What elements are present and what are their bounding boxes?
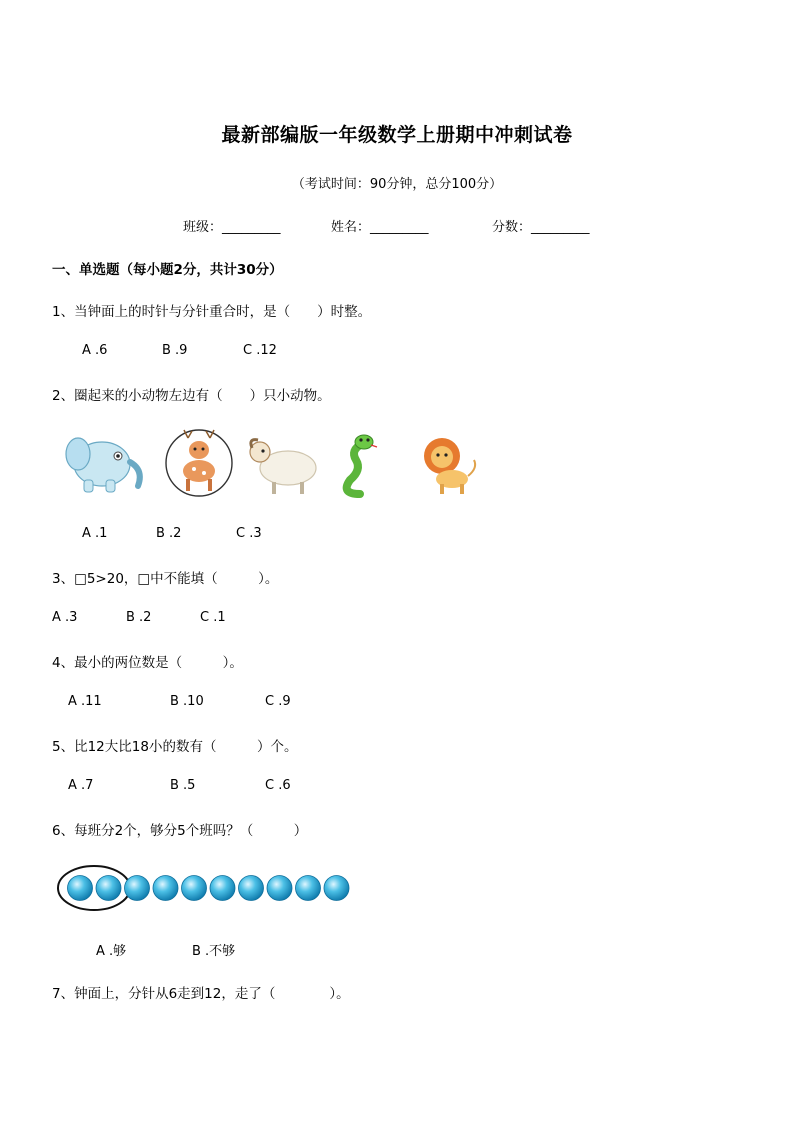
name-field: 姓名：_________ [331, 220, 429, 235]
q5-option-a: A .7 [68, 778, 94, 793]
q3-option-c: C .1 [200, 610, 226, 625]
bead [267, 876, 292, 901]
q4-option-b: B .10 [170, 694, 204, 709]
bead-row [68, 876, 350, 901]
bead [68, 876, 93, 901]
q5-option-b: B .5 [170, 778, 196, 793]
q4-option-c: C .9 [265, 694, 291, 709]
q2-option-c: C .3 [236, 526, 262, 541]
q5-option-c: C .6 [265, 778, 291, 793]
bead [125, 876, 150, 901]
sheep-icon [250, 440, 316, 494]
snake-icon [347, 435, 377, 494]
exam-subtitle: （考试时间：90分钟，总分100分） [291, 177, 503, 192]
q1-option-a: A .6 [82, 343, 108, 358]
q3-option-b: B .2 [126, 610, 152, 625]
class-field: 班级：_________ [183, 220, 281, 235]
bead [96, 876, 121, 901]
beads-figure [54, 862, 364, 914]
bead [296, 876, 321, 901]
question-1: 1、当钟面上的时针与分针重合时，是（ ）时整。 [52, 304, 372, 320]
section-title: 一、单选题（每小题2分，共计30分） [52, 262, 283, 278]
bead [239, 876, 264, 901]
deer-icon [166, 430, 232, 496]
bead [153, 876, 178, 901]
q2-option-a: A .1 [82, 526, 108, 541]
question-6: 6、每班分2个，够分5个班吗？（ ） [52, 823, 308, 839]
question-7: 7、钟面上，分针从6走到12，走了（ ）。 [52, 986, 350, 1002]
question-3: 3、□5>20，□中不能填（ ）。 [52, 571, 279, 587]
question-5: 5、比12大比18小的数有（ ）个。 [52, 739, 298, 755]
q3-option-a: A .3 [52, 610, 78, 625]
bead [324, 876, 349, 901]
bead [182, 876, 207, 901]
bead [210, 876, 235, 901]
q6-option-a: A .够 [96, 944, 127, 959]
lion-icon [424, 438, 475, 494]
exam-title: 最新部编版一年级数学上册期中冲刺试卷 [221, 124, 573, 146]
q1-option-c: C .12 [243, 343, 277, 358]
q6-option-b: B .不够 [192, 944, 236, 959]
score-field: 分数：_________ [492, 220, 590, 235]
animals-figure [60, 424, 490, 502]
q4-option-a: A .11 [68, 694, 102, 709]
question-4: 4、最小的两位数是（ ）。 [52, 655, 243, 671]
q2-option-b: B .2 [156, 526, 182, 541]
question-2: 2、圈起来的小动物左边有（ ）只小动物。 [52, 388, 331, 404]
elephant-icon [66, 438, 140, 492]
q1-option-b: B .9 [162, 343, 188, 358]
